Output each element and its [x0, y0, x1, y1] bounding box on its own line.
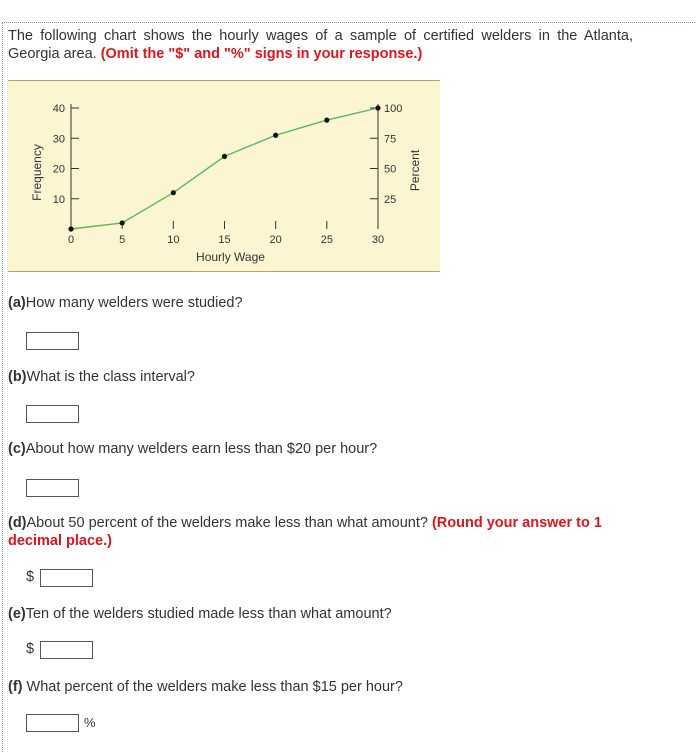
question-d-label: (d) — [8, 515, 27, 531]
x-tick-label: 5 — [119, 234, 126, 246]
y-tick-label: 10 — [52, 193, 65, 206]
intro-requirement: (Omit the "$" and "%" signs in your response.) — [100, 46, 423, 62]
data-point — [324, 118, 329, 123]
question-a-text: How many welders were studied? — [25, 295, 243, 311]
data-point — [222, 154, 227, 159]
answer-b-input[interactable] — [26, 405, 79, 423]
answer-a-input[interactable] — [26, 332, 79, 350]
intro-text: The following chart shows the hourly wages of a sample of certified welders in the Atlanta, Georgia area. — [8, 28, 633, 62]
data-point — [171, 190, 176, 195]
answer-f-input[interactable] — [26, 714, 79, 732]
question-c-label: (c) — [8, 441, 26, 457]
y2-axis-label: Percent — [408, 149, 422, 192]
y-tick-label: 30 — [52, 133, 65, 146]
question-d-text: About 50 percent of the welders make less than what amount? — [26, 515, 432, 531]
question-f-label: (f) — [8, 679, 23, 695]
answer-d-input[interactable] — [40, 569, 93, 587]
question-e-text: Ten of the welders studied made less than what amount? — [25, 606, 392, 622]
x-tick-label: 0 — [67, 234, 75, 246]
x-tick-label: 10 — [167, 234, 180, 246]
question-a — [8, 294, 243, 312]
question-e-label: (e) — [8, 606, 26, 622]
chart-svg — [8, 81, 440, 271]
question-b — [8, 368, 195, 386]
y2-tick-label: 50 — [384, 163, 397, 176]
y2-tick-label: 75 — [384, 133, 397, 146]
question-c — [8, 440, 377, 458]
data-point — [68, 226, 73, 231]
question-c-text: About how many welders earn less than $20 per hour? — [25, 441, 378, 457]
ogive-chart — [8, 80, 440, 272]
left-divider — [2, 22, 3, 752]
y-tick-label: 20 — [52, 163, 65, 176]
question-intro — [8, 27, 633, 63]
top-divider — [2, 22, 695, 23]
data-point — [375, 105, 380, 110]
question-e — [8, 605, 392, 623]
question-b-label: (b) — [8, 369, 27, 385]
x-tick-label: 20 — [269, 234, 282, 246]
ogive-line — [71, 108, 378, 229]
x-tick-label: 30 — [371, 234, 385, 246]
question-d-requirement: (Round your answer to 1 decimal place.) — [8, 515, 602, 549]
x-tick-label: 25 — [320, 234, 333, 246]
y-tick-label: 40 — [52, 103, 65, 115]
x-axis-label: Hourly Wage — [196, 250, 265, 264]
data-point — [120, 220, 125, 225]
answer-f-suffix: % — [84, 715, 96, 730]
question-f — [8, 678, 403, 696]
answer-d-prefix: $ — [26, 569, 35, 585]
answer-e-prefix: $ — [26, 641, 35, 657]
question-f-text: What percent of the welders make less than $15 per hour? — [22, 679, 403, 695]
question-d — [8, 514, 636, 550]
data-point — [273, 133, 278, 138]
y2-tick-label: 25 — [384, 193, 397, 206]
question-a-label: (a) — [8, 295, 26, 311]
y-axis-label: Frequency — [30, 144, 44, 201]
question-b-text: What is the class interval? — [26, 369, 195, 385]
answer-c-input[interactable] — [26, 479, 79, 497]
x-tick-label: 15 — [218, 234, 231, 246]
y2-tick-label: 100 — [384, 103, 403, 115]
answer-e-input[interactable] — [40, 641, 93, 659]
